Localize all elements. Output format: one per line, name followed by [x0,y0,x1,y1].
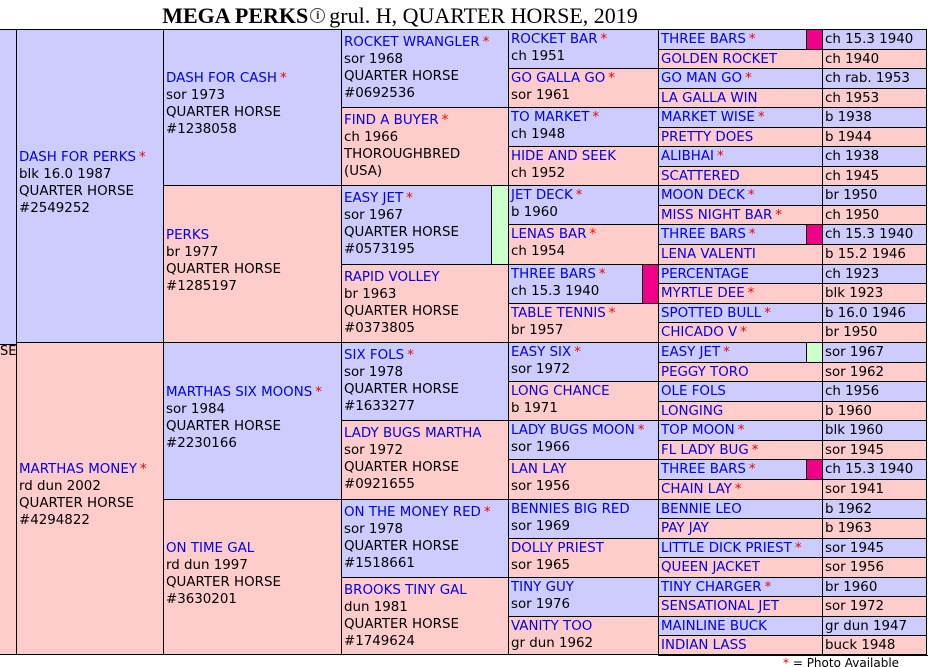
photo-star-icon: * [748,32,756,47]
gen5-name-cell [659,441,823,460]
chestnut-color-marker [806,460,823,480]
gen5-name-cell [659,108,823,128]
gen5-info-cell: ch 1945 [823,167,927,186]
gen5-info-cell: b 1944 [823,128,927,147]
photo-star-icon: * [748,227,756,242]
horse-name-link[interactable]: PEGGY TORO [661,365,749,380]
horse-name-link[interactable]: TINY CHARGER * [661,580,772,595]
gen5-name-cell [659,597,823,617]
gen5-info-cell: ch 1940 [823,50,927,69]
gen5-info-cell: sor 1972 [823,597,927,617]
chestnut-color-marker [806,225,823,245]
gen4-cell: EASY SIX * sor 1972 [509,343,659,382]
photo-star-icon: * [751,443,759,458]
horse-name-link[interactable]: JET DECK * [511,188,583,203]
horse-name-link[interactable]: EASY SIX * [511,345,581,360]
horse-name-link[interactable]: DASH FOR CASH * [166,71,287,86]
gen4-cell: JET DECK * b 1960 [509,186,659,225]
horse-name-link[interactable]: CHAIN LAY * [661,482,742,497]
horse-name-link[interactable]: TINY GUY [511,580,574,595]
horse-name-link[interactable]: SENSATIONAL JET [661,599,779,614]
gen5-name-cell [659,539,823,558]
photo-star-icon: * [723,345,730,360]
photo-star-icon: * [592,110,600,125]
gen5-name-cell [659,147,823,167]
gen5-name-cell [659,206,823,225]
horse-name-link[interactable]: LA GALLA WIN [661,91,758,106]
gen5-info-cell: blk 1960 [823,421,927,441]
photo-star-icon: * [315,384,322,400]
gen5-info-cell: b 16.0 1946 [823,304,927,323]
gen5-info-cell: ch 15.3 1940 [823,30,927,50]
horse-name-link[interactable]: CHICADO V * [661,325,747,340]
photo-star-icon: * [764,580,772,595]
gen5-info-cell: ch 1950 [823,206,927,225]
horse-name-link[interactable]: EASY JET * [661,345,730,360]
gen4-cell: BENNIES BIG RED sor 1969 [509,500,659,539]
photo-star-icon: * [775,208,782,223]
horse-name: MEGA PERKS [162,3,309,28]
gen5-name-cell [659,617,823,636]
photo-star-icon: * [637,423,645,438]
gen5-name-cell [659,128,823,147]
gen5-info-cell: br 1960 [823,578,927,597]
photo-star-icon: * [608,71,615,86]
horse-description: grul. H, QUARTER HORSE, 2019 [329,3,638,28]
gray-color-marker [491,186,509,265]
gen5-info-cell: ch rab. 1953 [823,69,927,89]
gen5-info-cell: sor 1967 [823,343,927,363]
photo-star-icon: * [608,306,616,321]
horse-name-link[interactable]: LAN LAY [511,462,567,477]
gen3-cell: RAPID VOLLEY br 1963 QUARTER HORSE #0373805 [342,265,509,343]
horse-name-link[interactable]: LENAS BAR * [511,227,597,242]
page-title [0,3,800,29]
photo-star-icon: * [757,110,765,125]
gen5-info-cell: b 1938 [823,108,927,128]
horse-name-link[interactable]: QUEEN JACKET [661,560,760,575]
gen5-info-cell: buck 1948 [823,636,927,655]
gen5-info-cell: ch 1923 [823,265,927,284]
horse-name-link[interactable]: DASH FOR PERKS * [19,149,146,165]
gen5-name-cell [659,558,823,578]
gen3-cell: ON THE MONEY RED * sor 1978 QUARTER HORSE #1518661 [342,500,509,578]
gen5-name-cell [659,578,823,597]
gen5-info-cell: ch 1956 [823,382,927,402]
footer-note: * = Photo Available [658,655,928,667]
chestnut-color-marker [642,265,659,304]
gen4-cell: TABLE TENNIS * br 1957 [509,304,659,343]
horse-name-link[interactable]: BENNIES BIG RED [511,502,630,517]
horse-name-link[interactable]: LADY BUGS MOON * [511,423,645,438]
horse-name-link[interactable]: FL LADY BUG * [661,443,759,458]
horse-name-link[interactable]: LENA VALENTI [661,247,756,262]
horse-name-link[interactable]: LONG CHANCE [511,384,610,399]
horse-name-link[interactable]: LONGING [661,404,724,419]
horse-name-link[interactable]: THREE BARS * [661,32,756,47]
horse-name-link[interactable]: INDIAN LASS [661,638,747,653]
photo-star-icon: * [589,227,597,242]
gen5-name-cell [659,382,823,402]
horse-name-link[interactable]: PERKS [166,227,210,243]
gen5-name-cell [659,30,823,50]
horse-name-link[interactable]: VANITY TOO [511,619,593,634]
stub-label: SE [0,344,17,359]
gen5-name-cell [659,500,823,519]
gen2-cell: ON TIME GAL rd dun 1997 QUARTER HORSE #3630201 [164,500,342,655]
photo-star-icon: * [483,505,491,520]
photo-star-icon: * [139,149,146,165]
gen5-name-cell [659,89,823,108]
photo-star-icon: * [794,541,802,556]
gen5-info-cell: b 1963 [823,519,927,539]
gen5-name-cell [659,636,823,655]
horse-name-link[interactable]: PRETTY DOES [661,130,754,145]
stub-cell-bottom [0,345,17,655]
horse-name-link[interactable]: THREE BARS * [661,462,756,477]
photo-star-icon: * [441,113,449,128]
horse-name-link[interactable]: TO MARKET * [511,110,600,125]
horse-name-link[interactable]: BROOKS TINY GAL [344,583,467,598]
gen5-name-cell [659,245,823,265]
table-left-border [658,30,659,655]
gen4-cell: LADY BUGS MOON * sor 1966 [509,421,659,460]
horse-name-link[interactable]: MOON DECK * [661,188,755,203]
gen4-cell: TINY GUY sor 1976 [509,578,659,617]
horse-name-link[interactable]: OLE FOLS [661,384,726,399]
gen5-name-cell [659,69,823,89]
horse-name-link[interactable]: FIND A BUYER * [344,113,449,128]
gen5-info-cell: sor 1941 [823,480,927,500]
gen3-cell: SIX FOLS * sor 1978 QUARTER HORSE #1633277 [342,343,509,421]
gen5-info-cell: gr dun 1947 [823,617,927,636]
horse-name-link[interactable]: MARTHAS MONEY * [19,462,147,477]
gen5-info-cell: br 1950 [823,186,927,206]
gen5-info-cell: b 1960 [823,402,927,421]
gen4-cell: VANITY TOO gr dun 1962 [509,617,659,655]
gen5-info-cell: ch 1938 [823,147,927,167]
photo-star-icon: * [407,348,414,363]
horse-name-link[interactable]: SIX FOLS * [344,348,414,363]
photo-star-icon: * [600,32,608,47]
gen4-cell: GO GALLA GO * sor 1961 [509,69,659,108]
gen5-info-cell: b 1962 [823,500,927,519]
gen5-name-cell [659,402,823,421]
table-top-border [0,29,927,30]
chestnut-color-marker [806,30,823,50]
gen5-info-cell: ch 15.3 1940 [823,225,927,245]
gen5-name-cell [659,519,823,539]
gen4-cell: ROCKET BAR * ch 1951 [509,30,659,69]
horse-name-link[interactable]: GO GALLA GO * [511,71,615,86]
horse-name-link[interactable]: GO MAN GO * [661,71,752,86]
horse-name-link[interactable]: MYRTLE DEE * [661,286,755,301]
photo-star-icon: * [598,267,606,282]
gen5-info-cell: blk 1923 [823,284,927,304]
gen4-cell: LONG CHANCE b 1971 [509,382,659,421]
gen3-cell: ROCKET WRANGLER * sor 1968 QUARTER HORSE #0692536 [342,30,509,108]
gen5-info-cell: sor 1956 [823,558,927,578]
gen1-cell: MARTHAS MONEY * rd dun 2002 QUARTER HORSE #4294822 [17,343,164,655]
horse-name-link[interactable]: RAPID VOLLEY [344,270,440,285]
horse-name-link[interactable]: THREE BARS * [511,267,606,282]
horse-name-link[interactable]: THREE BARS * [661,227,756,242]
gen5-info-cell: br 1950 [823,323,927,343]
horse-name-link[interactable]: PAY JAY [661,521,709,536]
photo-star-icon: * [734,482,742,497]
gen5-name-cell [659,225,823,245]
horse-name-link[interactable]: SCATTERED [661,169,740,184]
gen4-cell: DOLLY PRIEST sor 1965 [509,539,659,578]
photo-star-icon: * [716,149,724,164]
photo-star-icon: * [745,71,752,86]
gen5-name-cell [659,50,823,69]
horse-name-link[interactable]: TOP MOON * [661,423,745,438]
photo-star-icon: * [482,35,490,50]
gen4-cell: THREE BARS * ch 15.3 1940 [509,265,659,304]
gen5-name-cell [659,304,823,323]
photo-star-icon: * [279,71,287,86]
gen2-cell: PERKS br 1977 QUARTER HORSE #1285197 [164,186,342,343]
horse-name-link[interactable]: MARTHAS SIX MOONS * [166,384,322,400]
gen5-name-cell [659,186,823,206]
horse-name-link[interactable]: ON THE MONEY RED * [344,505,491,520]
stub-cell-top [0,30,17,345]
photo-star-icon: * [748,462,756,477]
horse-name-link[interactable]: PERCENTAGE [661,267,749,282]
gray-color-marker [806,343,823,363]
photo-star-icon: * [139,462,147,477]
horse-name-link[interactable]: ROCKET BAR * [511,32,608,47]
horse-name-link[interactable]: MISS NIGHT BAR * [661,208,782,223]
horse-name-link[interactable]: TABLE TENNIS * [511,306,616,321]
gen3-cell: FIND A BUYER * ch 1966 THOROUGHBRED (USA) [342,108,509,186]
info-icon[interactable] [310,8,325,23]
horse-name-link[interactable]: MAINLINE BUCK [661,619,767,634]
gen3-cell: LADY BUGS MARTHA sor 1972 QUARTER HORSE #0921655 [342,421,509,500]
horse-name-link[interactable]: LADY BUGS MARTHA [344,426,482,441]
photo-star-icon: * [747,286,755,301]
gen2-cell: MARTHAS SIX MOONS * sor 1984 QUARTER HORSE #2230166 [164,343,342,500]
gen5-name-cell [659,421,823,441]
gen5-name-cell [659,460,823,480]
gen5-info-cell: sor 1962 [823,363,927,382]
photo-star-icon: * [740,325,747,340]
horse-name-link[interactable]: ROCKET WRANGLER * [344,35,490,50]
gen3-cell: EASY JET * sor 1967 QUARTER HORSE #0573195 [342,186,509,265]
gen4-cell: LENAS BAR * ch 1954 [509,225,659,265]
gen4-cell: TO MARKET * ch 1948 [509,108,659,147]
gen5-name-cell [659,480,823,500]
gen5-info-cell: ch 15.3 1940 [823,460,927,480]
gen5-name-cell [659,284,823,304]
horse-name-link[interactable]: BENNIE LEO [661,502,742,517]
photo-star-icon: * [737,423,745,438]
horse-name-link[interactable]: ON TIME GAL [166,540,255,556]
gen5-info-cell: b 15.2 1946 [823,245,927,265]
photo-star-icon: * [574,345,581,360]
photo-star-icon: * [764,306,771,321]
horse-name-link[interactable]: GOLDEN ROCKET [661,52,778,67]
gen4-cell: LAN LAY sor 1956 [509,460,659,500]
gen5-info-cell: ch 1953 [823,89,927,108]
photo-star-icon: * [406,191,413,206]
horse-name-link[interactable]: LITTLE DICK PRIEST * [661,541,802,556]
photo-star-icon: * [575,188,583,203]
horse-name-link[interactable]: EASY JET * [344,191,413,206]
gen4-cell: HIDE AND SEEK ch 1952 [509,147,659,186]
gen5-info-cell: sor 1945 [823,539,927,558]
gen5-name-cell [659,363,823,382]
horse-name-link[interactable]: DOLLY PRIEST [511,541,604,556]
gen5-name-cell [659,265,823,284]
gen2-cell: DASH FOR CASH * sor 1973 QUARTER HORSE #1238058 [164,30,342,186]
horse-name-link[interactable]: MARKET WISE * [661,110,765,125]
gen5-name-cell [659,323,823,343]
gen5-name-cell [659,167,823,186]
gen1-cell: DASH FOR PERKS * blk 16.0 1987 QUARTER HORSE #2549252 [17,30,164,343]
gen5-info-cell: sor 1945 [823,441,927,460]
gen5-name-cell [659,343,823,363]
photo-star-icon: * [747,188,755,203]
horse-name-link[interactable]: SPOTTED BULL * [661,306,771,321]
gen3-cell: BROOKS TINY GAL dun 1981 QUARTER HORSE #1749624 [342,578,509,655]
horse-name-link[interactable]: ALIBHAI * [661,149,724,164]
horse-name-link[interactable]: HIDE AND SEEK [511,149,616,164]
